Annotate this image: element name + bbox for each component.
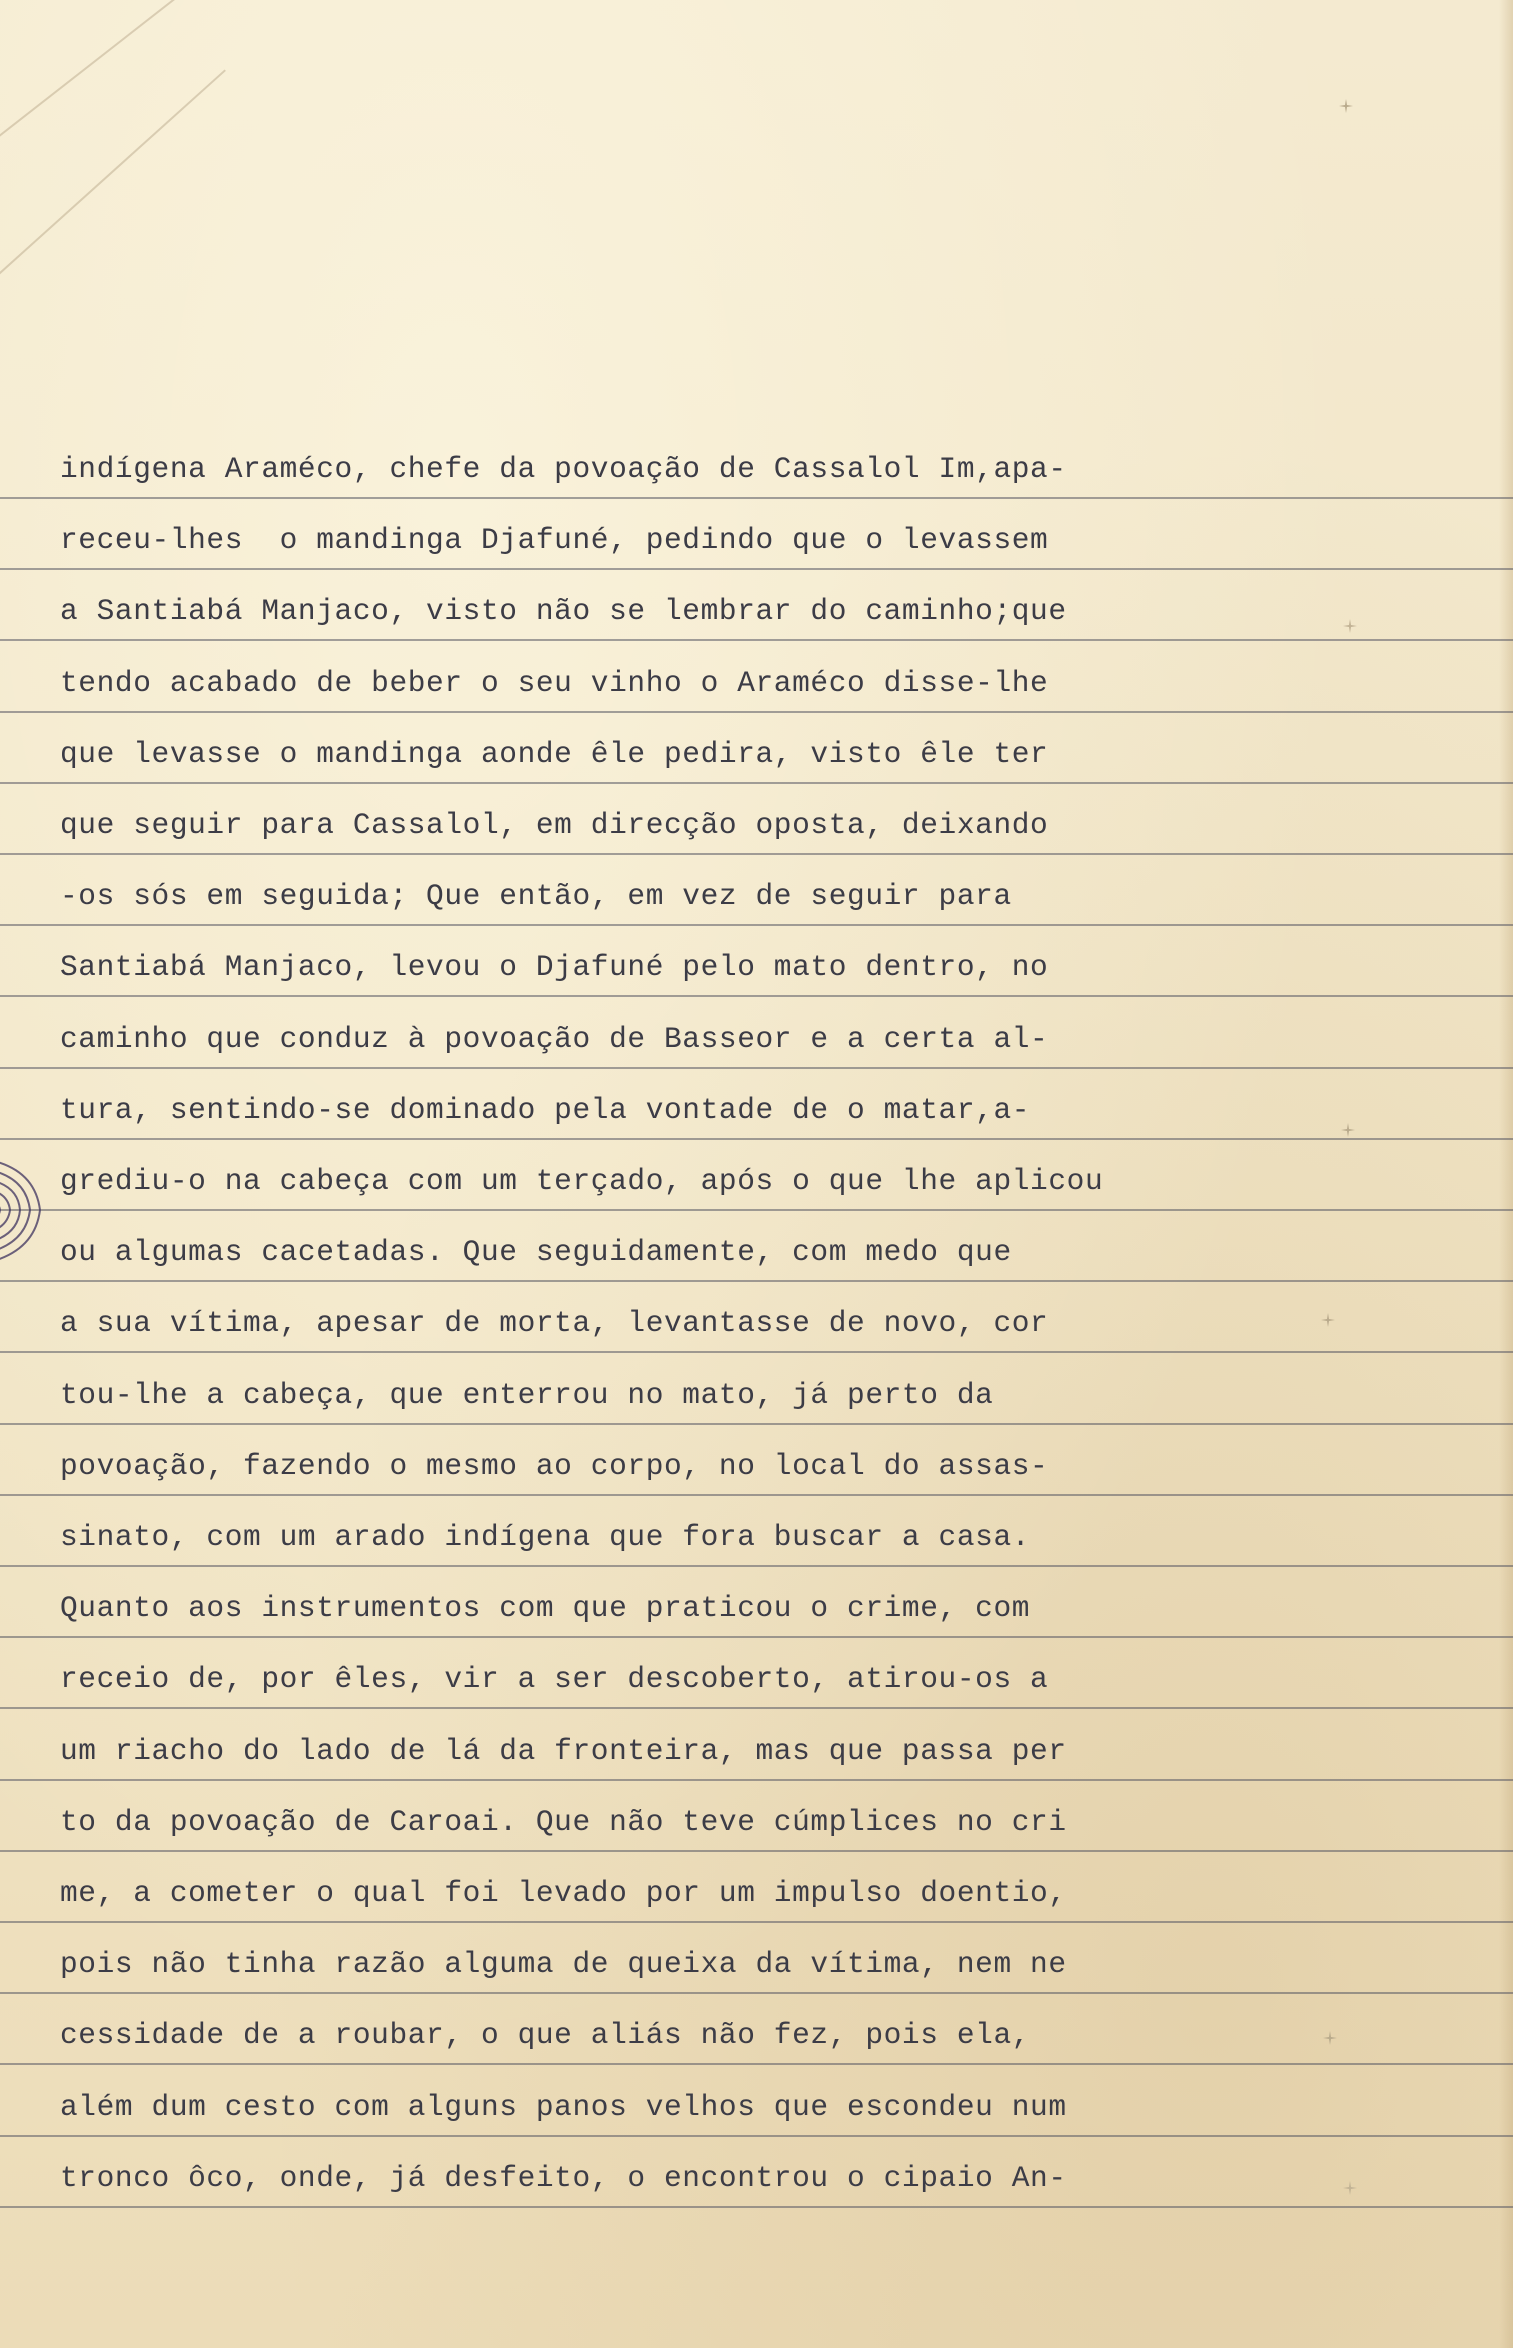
ruled-line <box>0 497 1513 499</box>
ruled-line <box>0 1636 1513 1638</box>
pinhole-icon <box>1338 98 1354 114</box>
text-line: que seguir para Cassalol, em direcção oposta, deixando <box>60 808 1049 842</box>
pinhole-icon <box>1340 1122 1356 1138</box>
text-line: to da povoação de Caroai. Que não teve cúmplices no cri <box>60 1804 1067 1839</box>
pinhole-icon <box>1322 2030 1338 2046</box>
text-line: Quanto aos instrumentos com que praticou o crime, com <box>60 1591 1031 1626</box>
ruled-line <box>0 2063 1513 2065</box>
ruled-line <box>0 1992 1513 1994</box>
ruled-line <box>0 1280 1513 1282</box>
text-line: a sua vítima, apesar de morta, levantasse de novo, cor <box>60 1306 1049 1341</box>
ruled-line <box>0 1850 1513 1852</box>
text-line: tura, sentindo-se dominado pela vontade de o matar,a- <box>60 1092 1031 1127</box>
text-line: receu-lhes o mandinga Djafuné, pedindo que o levassem <box>60 523 1049 558</box>
text-line: indígena Araméco, chefe da povoação de Cassalol Im,apa- <box>60 452 1067 486</box>
ruled-line <box>0 1209 1513 1211</box>
text-line: caminho que conduz à povoação de Basseor e a certa al- <box>60 1021 1049 1056</box>
text-line: tou-lhe a cabeça, que enterrou no mato, já perto da <box>60 1377 994 1412</box>
text-line: Santiabá Manjaco, levou o Djafuné pelo mato dentro, no <box>60 950 1049 985</box>
pinhole-icon <box>1342 618 1358 634</box>
text-line: sinato, com um arado indígena que fora buscar a casa. <box>60 1520 1031 1554</box>
thumbprint-icon <box>0 1140 60 1280</box>
text-line: um riacho do lado de lá da fronteira, mas que passa per <box>60 1733 1067 1768</box>
text-line: a Santiabá Manjaco, visto não se lembrar do caminho;que <box>60 594 1067 629</box>
ruled-line <box>0 995 1513 997</box>
text-line: grediu-o na cabeça com um terçado, após o que lhe aplicou <box>60 1164 1104 1198</box>
ruled-line <box>0 1067 1513 1069</box>
pinhole-icon <box>1320 1312 1336 1328</box>
ruled-line <box>0 568 1513 570</box>
ruled-line <box>0 1779 1513 1781</box>
text-line: povoação, fazendo o mesmo ao corpo, no local do assas- <box>60 1448 1049 1483</box>
text-line: pois não tinha razão alguma de queixa da vítima, nem ne <box>60 1947 1067 1982</box>
text-line: ou algumas cacetadas. Que seguidamente, com medo que <box>60 1235 1012 1270</box>
ruled-line <box>0 2206 1513 2208</box>
text-line: receio de, por êles, vir a ser descoberto, atirou-os a <box>60 1662 1049 1697</box>
ruled-line <box>0 1707 1513 1709</box>
ruled-line <box>0 711 1513 713</box>
ruled-line <box>0 853 1513 855</box>
ruled-line <box>0 2135 1513 2137</box>
ruled-line <box>0 782 1513 784</box>
ruled-line <box>0 1494 1513 1496</box>
text-line: cessidade de a roubar, o que aliás não fez, pois ela, <box>60 2018 1031 2053</box>
ruled-line <box>0 1423 1513 1425</box>
ruled-line <box>0 1921 1513 1923</box>
text-line: além dum cesto com alguns panos velhos que escondeu num <box>60 2089 1067 2124</box>
text-line: me, a cometer o qual foi levado por um impulso doentio, <box>60 1876 1067 1910</box>
pinhole-icon <box>1342 2180 1358 2196</box>
ruled-line <box>0 1565 1513 1567</box>
ruled-line <box>0 1351 1513 1353</box>
ruled-line <box>0 639 1513 641</box>
text-line: tendo acabado de beber o seu vinho o Araméco disse-lhe <box>60 665 1049 700</box>
ruled-line <box>0 924 1513 926</box>
text-line: -os sós em seguida; Que então, em vez de seguir para <box>60 879 1012 914</box>
text-line: tronco ôco, onde, já desfeito, o encontrou o cipaio An- <box>60 2160 1067 2195</box>
ruled-line <box>0 1138 1513 1140</box>
text-line: que levasse o mandinga aonde êle pedira, visto êle ter <box>60 736 1049 771</box>
